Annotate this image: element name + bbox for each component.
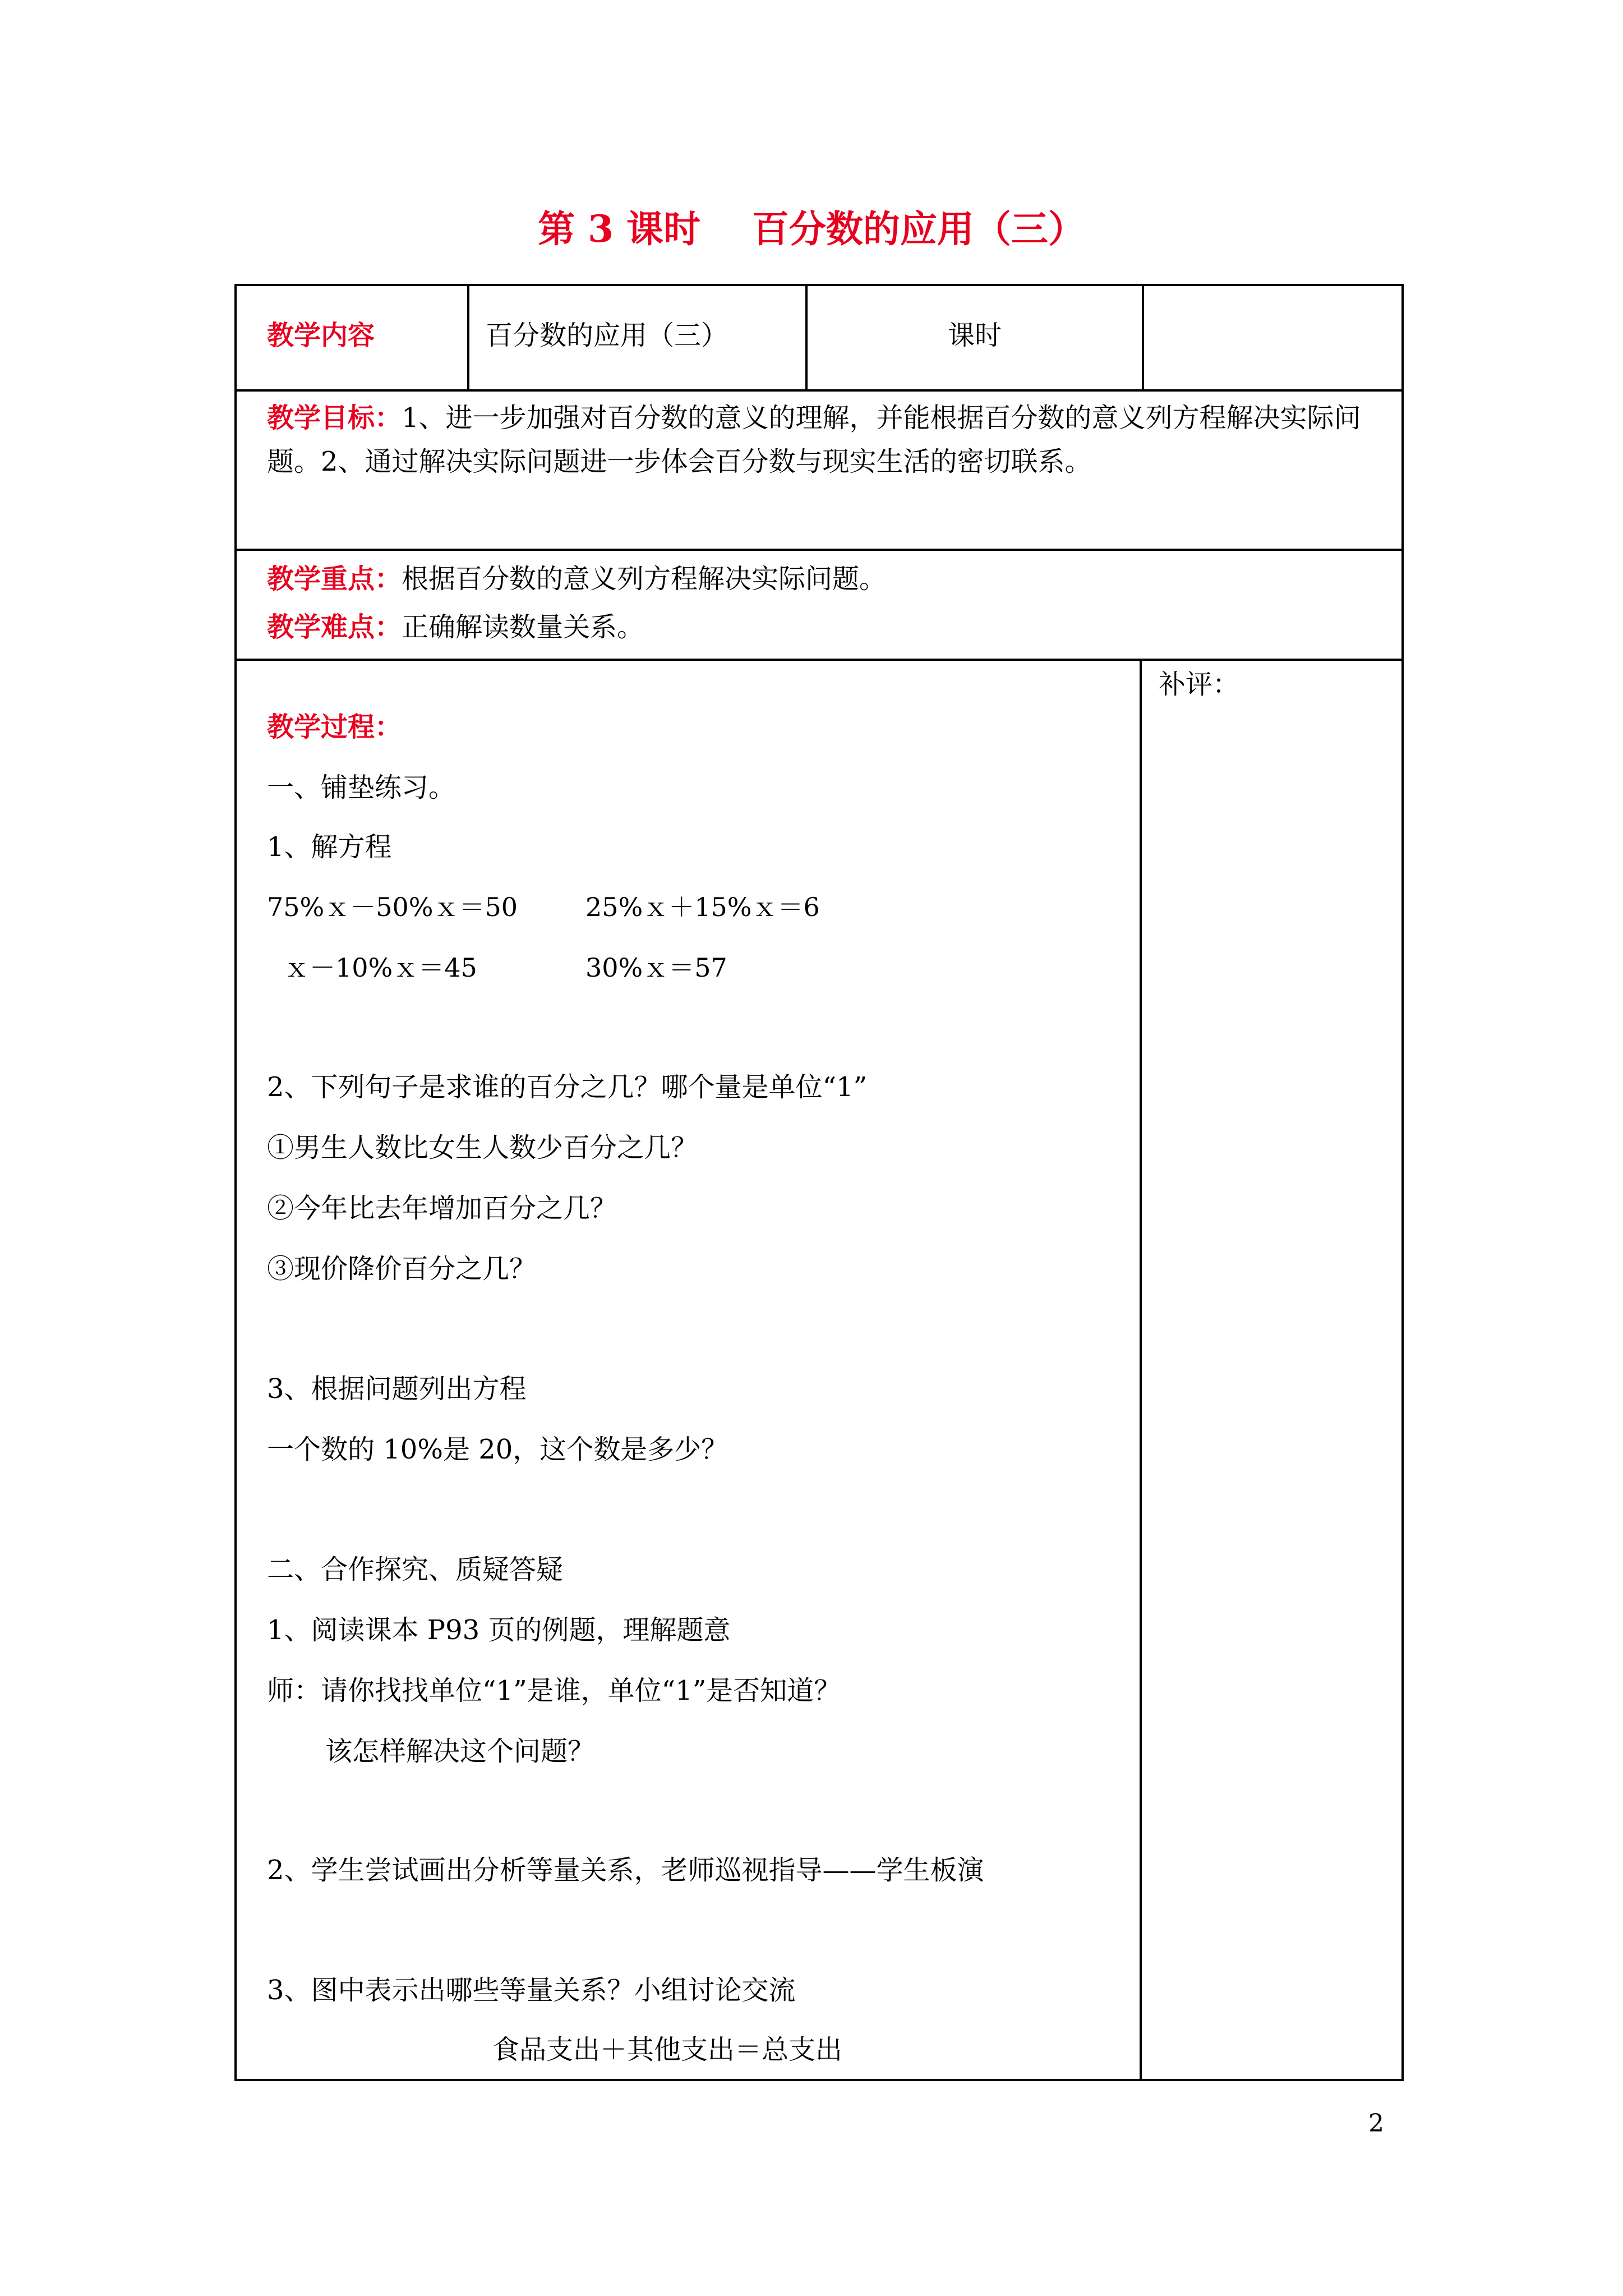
process-line: 二、合作探究、质疑答疑 [267, 1554, 564, 1585]
process-line: ②今年比去年增加百分之几？ [267, 1193, 617, 1224]
objectives [267, 396, 1389, 484]
content-value: 百分数的应用（三） [486, 320, 728, 351]
process-line: 食品支出＋其他支出＝总支出 [492, 2034, 843, 2065]
process-line: 师：请你找找单位“1”是谁，单位“1”是否知道？ [267, 1675, 841, 1706]
equation: 75%ｘ－50%ｘ＝50 [267, 892, 518, 922]
process-line: 2、下列句子是求谁的百分之几？哪个量是单位“1” [267, 1071, 868, 1103]
process-line: 3、图中表示出哪些等量关系？小组讨论交流 [267, 1975, 796, 2006]
equation: 30%ｘ＝57 [585, 953, 727, 983]
comment-label: 补评： [1159, 669, 1240, 700]
process-line: 该怎样解决这个问题？ [325, 1736, 595, 1767]
difficulty [267, 611, 644, 644]
process-line: ①男生人数比女生人数少百分之几？ [267, 1132, 698, 1163]
process-line: 2、学生尝试画出分析等量关系，老师巡视指导——学生板演 [267, 1855, 984, 1886]
process-line: 一、铺垫练习。 [267, 772, 456, 803]
process-line: 1、解方程 [267, 831, 392, 863]
page-title: 第 3 课时 百分数的应用（三） [538, 207, 1085, 251]
process-line: ③现价降价百分之几？ [267, 1253, 537, 1285]
page-number: 2 [1368, 2109, 1384, 2138]
equation: ｘ－10%ｘ＝45 [284, 953, 477, 983]
equation: 25%ｘ＋15%ｘ＝6 [585, 892, 820, 922]
objectives-label: 教学目标： [267, 402, 402, 434]
key-point-label: 教学重点： [267, 563, 402, 595]
key-point [267, 563, 886, 596]
key-point-text: 根据百分数的意义列方程解决实际问题。 [402, 563, 887, 595]
content-label: 教学内容 [267, 320, 375, 351]
process-label: 教学过程： [267, 711, 402, 743]
objectives-text: 1、进一步加强对百分数的意义的理解，并能根据百分数的意义列方程解决实际问题。2、通过解决实际问题进一步体会百分数与现实生活的密切联系。 [267, 402, 1361, 477]
period-label: 课时 [947, 320, 1002, 351]
difficulty-label: 教学难点： [267, 611, 402, 643]
process-line: 3、根据问题列出方程 [267, 1373, 527, 1405]
process-line: 一个数的 10%是 20，这个数是多少？ [267, 1434, 728, 1465]
difficulty-text: 正确解读数量关系。 [402, 611, 644, 643]
process-line: 1、阅读课本 P93 页的例题，理解题意 [267, 1614, 731, 1646]
